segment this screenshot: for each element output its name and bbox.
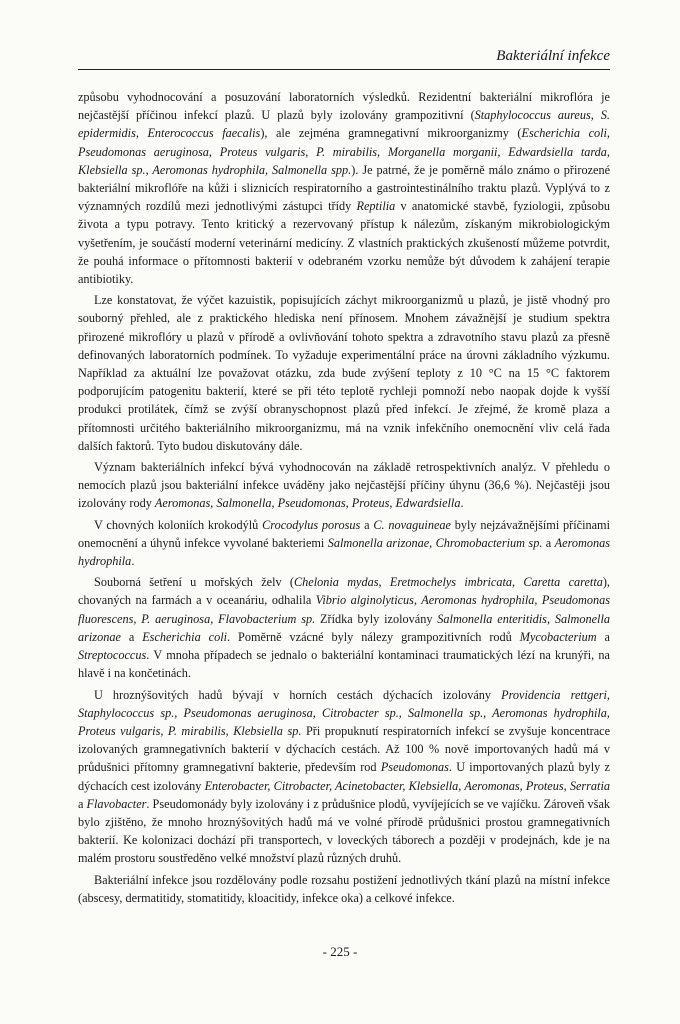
italic-taxon-text: Reptilia — [356, 199, 396, 214]
paragraph — [78, 871, 610, 907]
paragraph-text: a — [596, 629, 610, 644]
paragraph-text: Význam bakteriálních infekcí bývá vyhodnocován na základě retrospektivních analýz. V přehledu o nemocích plazů jsou bakteriální infekce uváděny jako nejčastější příčiny úhynu (36,6 %). Nejčastěji jsou izolovány rody — [78, 460, 610, 511]
paragraph-text: způsobu vyhodnocování a posuzování laboratorních výsledků. Rezidentní bakteriální mikroflóra je nejčastější příčinou infekcí plazů. U plazů byly izolovány grampozitivní ( — [78, 90, 610, 123]
italic-taxon-text: Escherichia coli — [142, 629, 228, 644]
paragraph — [78, 88, 610, 288]
paragraph-text: ), ale zejména gramnegativní mikroorganizmy ( — [260, 126, 522, 141]
italic-taxon-text: Escherichia coli, Pseudomonas aeruginosa, Proteus vulgaris, P. mirabilis, Morganella morganii, Edwardsiella tarda, Klebsiella sp., Aeromonas hydrophila, Salmonella spp. — [78, 126, 610, 177]
body-text — [78, 88, 610, 910]
paragraph-text: . V mnoha případech se jednalo o bakteriální kontaminaci traumatických lézí na krunýři, na hlavě i na končetinách. — [78, 648, 610, 681]
paragraph-text: ). Je patrné, že je poměrně málo známo o přirozené bakteriální mikroflóře na kůži i sliznicích respiratorního a gastrointestinálního traktu plazů. Vyplývá to z významných rozdílů mezi jednotlivými zástupci třídy — [78, 162, 611, 214]
paragraph-text: ), chovaných na farmách a v oceanáriu, odhalila — [78, 575, 610, 608]
paragraph-text: v anatomické stavbě, fyziologii, způsobu života a typu potravy. Tento kritický a rezervovaný přístup k nálezům, získaným mikrobiologickým vyšetřením, je součástí moderní veterinární medicíny. Z vlastních praktických zkušeností můžeme potvrdit, že pouhá informace o přítomnosti bakterií v odebraném vzorku nemůže být důvodem k zahájení terapie antibiotiky. — [78, 199, 610, 287]
paragraph-text: . U importovaných plazů byly z dýchacích cest izolovány — [78, 760, 610, 793]
paragraph-text: Bakteriální infekce jsou rozdělovány podle rozsahu postižení jednotlivých tkání plazů na místní infekce (abscesy, dermatitidy, stomatitidy, kloacitidy, infekce oka) a celkové infekce. — [78, 872, 610, 905]
italic-taxon-text: Salmonella arizonae, Chromobacterium sp. — [327, 535, 543, 550]
italic-taxon-text: Flavobacter — [86, 796, 147, 811]
italic-taxon-text: Providencia rettgeri, Staphylococcus sp., Pseudomonas aeruginosa, Citrobacter sp., Salmonella sp., Aeromonas hydrophila, Proteus vulgaris, P. mirabilis, Klebsiella sp. — [78, 687, 610, 738]
italic-taxon-text: Mycobacterium — [519, 629, 597, 644]
italic-taxon-text: Aeromonas, Salmonella, Pseudomonas, Proteus, Edwardsiella — [154, 496, 461, 511]
paragraph-text: . Poměrně vzácné byly nálezy grampozitivních rodů — [227, 629, 520, 644]
paragraph-text: a — [78, 796, 87, 811]
paragraph-text: a — [120, 629, 143, 644]
italic-taxon-text: Salmonella enteritidis, Salmonella arizonae — [78, 611, 610, 644]
paragraph-text: . — [131, 554, 135, 569]
italic-taxon-text: Aeromonas hydrophila — [78, 535, 611, 569]
paragraph-text: . — [460, 496, 464, 511]
paragraph-text: a — [360, 517, 374, 532]
paragraph-text: V chovných koloniích krokodýlů — [94, 517, 263, 532]
italic-taxon-text: Pseudomonas — [380, 760, 449, 775]
page-number: - 225 - — [322, 944, 358, 959]
paragraph-text: Lze konstatovat, že výčet kazuistik, popisujících záchyt mikroorganizmů u plazů, je jistě vhodný pro souborný přehled, ale z praktického hlediska není přínosem. Mnohem závažnější je studium spektra přirozené mikroflóry u plazů v přírodě a ovlivňování tohoto spektra a zdravotního stavu plazů za přesně definovaných laboratorních podmínek. To vyžaduje experimentální práce na úrovni základního výzkumu. Například za aktuální lze považovat otázku, zda bude zvýšení teploty z 10 °C na 15 °C faktorem podporujícím patogenitu bakterií, které se při této teplotě rychleji pomnoží nebo naopak dojde k vyšší produkci protilátek, čímž se zvýší obranyschopnost plazů před infekcí. Je zřejmé, že kromě plaza a přítomnosti určitého bakteriálního mikroorganizmu, má na vznik infekčního onemocnění vliv celá řada dalších faktorů. Tyto budou diskutovány dále. — [78, 293, 610, 453]
header-rule — [78, 69, 610, 70]
italic-taxon-text: Vibrio alginolyticus, Aeromonas hydrophila, Pseudomonas fluorescens, P. aeruginosa, Flavobacterium sp. — [78, 593, 610, 626]
paragraph-text: a — [542, 535, 555, 550]
paragraph-text: Souborná šetření u mořských želv ( — [94, 575, 294, 590]
running-header — [78, 44, 610, 70]
paragraph — [78, 573, 610, 682]
running-header-title: Bakteriální infekce — [496, 48, 610, 64]
italic-taxon-text: Crocodylus porosus — [262, 517, 361, 532]
paragraph — [78, 516, 610, 571]
paragraph — [78, 458, 610, 513]
paragraph — [78, 686, 610, 868]
paragraph-text: . Pseudomonády byly izolovány i z průdušnice plodů, vyvíjejících se ve vajíčku. Zároveň však bylo zjištěno, že mnoho hroznýšovitých hadů má ve volné přírodě průdušnici prostou gramnegativních bakterií. Ke kolonizaci dochází při transportech, v loveckých táborech a později v prodejnách, kde je na malém prostoru soustředěno velké množství plazů různých druhů. — [78, 796, 611, 866]
paragraph-text: Zřídka byly izolovány — [315, 611, 438, 626]
paragraph — [78, 291, 610, 455]
italic-taxon-text: C. novaguineae — [373, 517, 451, 532]
italic-taxon-text: Enterobacter, Citrobacter, Acinetobacter, Klebsiella, Aeromonas, Proteus, Serratia — [204, 778, 610, 793]
paragraph-text: U hroznýšovitých hadů bývají v horních cestách dýchacích izolovány — [94, 687, 502, 702]
italic-taxon-text: Streptococcus — [78, 648, 147, 663]
italic-taxon-text: Staphylococcus aureus, S. epidermidis, Enterococcus faecalis — [78, 108, 610, 141]
paragraph-text: Při propuknutí respiratorních infekcí se zvyšuje koncentrace izolovaných gramnegativních bakterií v dýchacích cestách. Až 100 % nově importovaných hadů má v průdušnici přítomny gramnegativní bakterie, především rod — [78, 723, 611, 775]
paragraph-text: byly nejzávažnějšími příčinami onemocnění a úhynů infekce vyvolané bakteriemi — [78, 517, 610, 550]
italic-taxon-text: Chelonia mydas, Eretmochelys imbricata, Caretta caretta — [293, 575, 603, 590]
